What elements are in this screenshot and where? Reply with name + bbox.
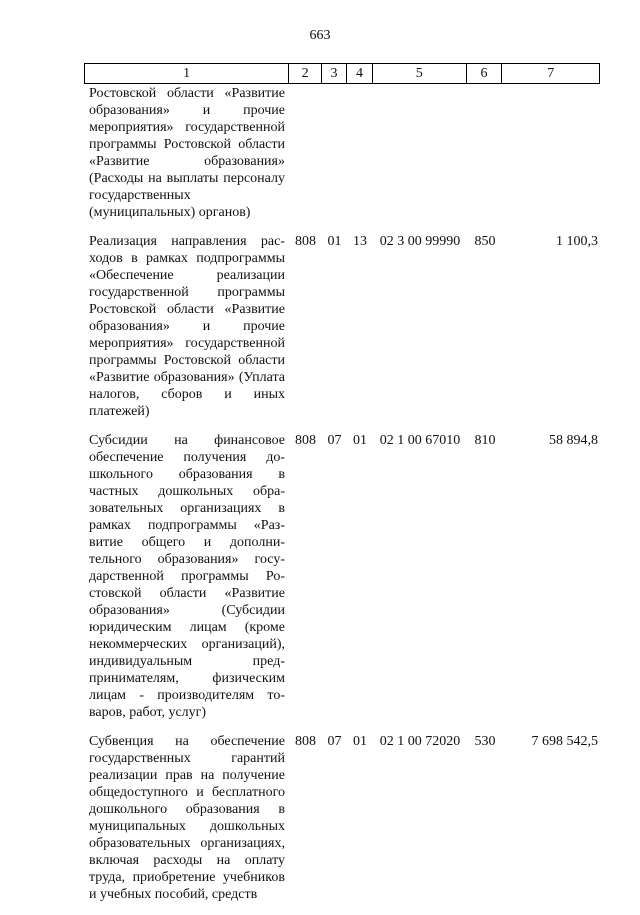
column-header-6: 6 [467,64,503,83]
column-header-3: 3 [322,64,347,83]
row-section-code [322,85,347,221]
row-ministry-code: 808 [295,234,316,249]
row-subsection-code [347,85,373,221]
column-header-4: 4 [347,64,373,83]
row-expense-type: 850 [474,234,496,249]
row-amount: 58 894,8 [549,433,598,448]
row-target-code: 02 1 00 72020 [379,734,461,749]
row-expense-type: 530 [474,734,496,749]
row-target-code [373,85,467,221]
row-section-code: 01 [327,234,342,249]
row-description: Субсидии на финансовое обеспечение получения дошкольного образования в частных дошкольных образовательных организациях в рамках подпрограммы «Развитие общего и дополнительного образования» государственной программы Ростовской области «Развитие образования» (Субсидии юридическим лицам (кроме некоммерческих организаций), индивидуальным предпринимателям, физическим лицам - производителям товаров, работ, услуг) [89,433,285,720]
row-target-code: 02 3 00 99990 [379,234,461,249]
column-header-7: 7 [547,66,555,81]
row-section-code: 07 [327,433,342,448]
row-ministry-code [289,85,322,221]
row-expense-type [467,85,503,221]
row-ministry-code: 808 [295,433,316,448]
table-column-header [84,63,600,84]
row-subsection-code: 13 [353,234,367,249]
table-row [84,233,604,420]
row-subsection-code: 01 [353,734,367,749]
budget-table-body [84,85,604,915]
row-description: Реализация направления расходов в рамках подпрограммы «Обеспечение реализации государственной программы Ростовской области «Развитие образования» и прочие мероприятия» государственной программы Ростовской области «Развитие образования» (Уплата налогов, сборов и иных платежей) [89,234,285,419]
row-target-code: 02 1 00 67010 [379,433,461,448]
table-row [84,85,604,221]
column-header-1: 1 [85,64,289,83]
row-description: Субвенция на обеспечение государственных гарантий реализации прав на получение общедоступного и бесплатного дошкольного образования в муниципальных дошкольных образовательных организациях, включая расходы на оплату труда, приобретение учебников и учебных пособий, средств [89,734,285,902]
page-number: 663 [309,28,331,43]
table-row [84,432,604,721]
row-description: Ростовской области «Развитие образования» и прочие мероприятия» государственной программы Ростовской области «Развитие образования» (Расходы на выплаты персоналу государственных (муниципальных) органов) [89,86,285,220]
column-header-2: 2 [289,64,322,83]
row-ministry-code: 808 [295,734,316,749]
row-amount: 7 698 542,5 [531,734,598,749]
row-subsection-code: 01 [353,433,367,448]
column-header-5: 5 [373,64,467,83]
row-expense-type: 810 [474,433,496,448]
row-section-code: 07 [327,734,342,749]
row-amount [503,85,600,221]
table-row [84,733,604,903]
row-amount: 1 100,3 [556,234,598,249]
